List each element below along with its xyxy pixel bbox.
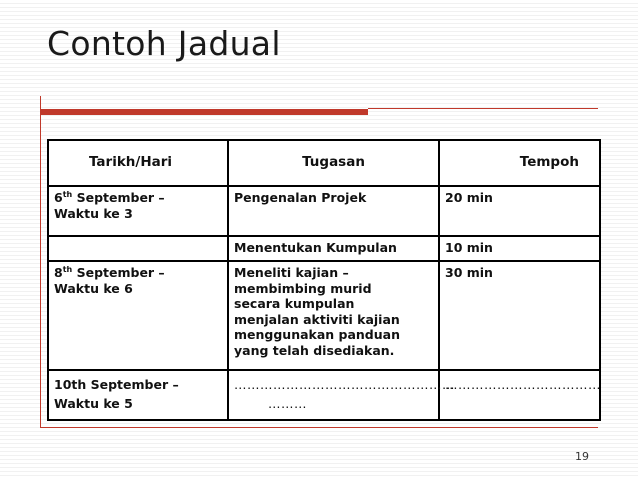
date-rest: September – [72,265,165,280]
date-line2: Waktu ke 6 [54,280,133,296]
title-underline-thick [40,109,368,115]
cell-task [228,261,439,370]
title-underline-thin [368,108,598,109]
task-line: membimbing murid [234,280,372,296]
cell-date [48,261,228,370]
task-line: menjalan aktiviti kajian [234,311,400,327]
date-rest: September – [72,190,165,205]
cell-duration: 20 min [439,186,600,236]
left-accent-line [40,96,41,428]
date-line1: 10th September – [54,377,179,392]
duration-dots: ……………………………… [445,377,601,392]
cell-duration: 30 min [439,261,600,370]
date-suffix: th [62,190,73,199]
table-row [48,261,600,370]
cell-duration-placeholder [439,370,600,420]
table-row [48,370,600,420]
task-dots: …………………………………………… [234,377,455,392]
table-header-row [48,140,600,186]
slide-title: Contoh Jadual [47,24,281,63]
header-tarikh-hari: Tarikh/Hari [48,140,228,186]
cell-task: Menentukan Kumpulan [228,236,439,261]
cell-date [48,370,228,420]
cell-date [48,186,228,236]
task-line: secara kumpulan [234,296,355,311]
header-tempoh: Tempoh [439,140,600,186]
cell-task-placeholder [228,370,455,420]
table-row [48,186,600,236]
task-line: Meneliti kajian – [234,265,349,280]
task-line: menggunakan panduan [234,327,400,342]
cell-date-empty [48,236,228,261]
task-line: yang telah disediakan. [234,342,395,358]
date-line2: Waktu ke 5 [54,396,133,411]
date-suffix: th [62,265,73,274]
date-line2: Waktu ke 3 [54,205,133,221]
task-dots: ……… [268,396,307,411]
table-row [48,236,600,261]
schedule-table [47,139,601,421]
cell-task: Pengenalan Projek [228,186,439,236]
date-day: 6 [54,190,63,205]
bottom-accent-line [40,427,598,428]
header-tugasan: Tugasan [228,140,439,186]
page-number: 19 [575,450,589,463]
date-day: 8 [54,265,63,280]
cell-duration: 10 min [439,236,600,261]
